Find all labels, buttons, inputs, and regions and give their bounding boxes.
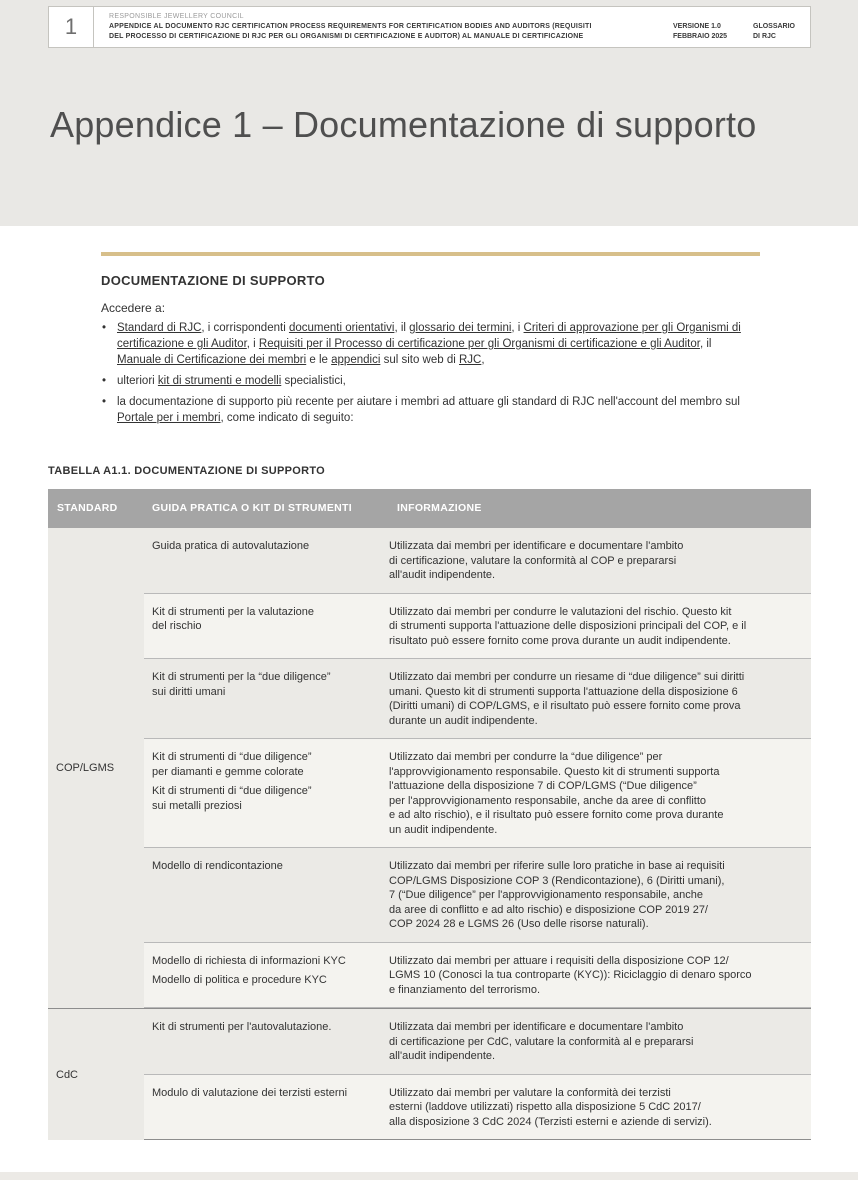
table-group: [48, 1009, 811, 1140]
table-row: [144, 739, 811, 848]
guide-cell: [144, 859, 389, 932]
header-version: [673, 22, 727, 42]
header-title-line2: DEL PROCESSO DI CERTIFICAZIONE DI RJC PER GLI ORGANISMI DI CERTIFICAZIONE E AUDITOR) AL MANUALE DI CERTIFICAZIONE: [109, 33, 584, 40]
page-number: 1: [49, 7, 94, 47]
link-glossary[interactable]: glossario dei termini: [409, 322, 512, 334]
information-cell: Utilizzata dai membri per identificare e documentare l'ambito di certificazione, valutare la conformità al COP e prepararsi all'audit indipendente.: [389, 540, 684, 581]
table-row: [144, 1009, 811, 1075]
list-item: • la documentazione di supporto più recente per aiutare i membri ad attuare gli standard di RJC nell'account del membro sul Portale per i membri, come indicato di seguito:: [101, 394, 741, 426]
information-cell: Utilizzato dai membri per condurre le valutazioni del rischio. Questo kit di strumenti supporta l'attuazione delle disposizioni principali del COP, e il risultato può essere fornito come prova durante un audit indipendente.: [389, 605, 747, 647]
link-rjc-standards[interactable]: Standard di RJC: [117, 322, 202, 334]
guide-title: Modello di rendicontazione: [152, 860, 283, 872]
guide-cell: [144, 954, 389, 998]
glossary-link-line1: GLOSSARIO: [753, 23, 796, 30]
guide-title: Kit di strumenti di “due diligence” per diamanti e gemme colorate: [152, 751, 312, 778]
header-version-number: VERSIONE 1.0: [673, 23, 721, 30]
guide-cell: [144, 605, 389, 649]
list-item: • ulteriori kit di strumenti e modelli specialistici,: [101, 373, 741, 389]
table-row: [144, 1075, 811, 1141]
list-item: • Standard di RJC, i corrispondenti documenti orientativi, il glossario dei termini, i Criteri di approvazione per gli Organismi di certificazione e gli Auditor, i Requisiti per il Processo di certificazione per gli Organismi di certificazione e gli Auditor, il Manuale di Certificazione dei membri e le appendici sul sito web di RJC,: [101, 320, 741, 368]
guide-cell: [144, 539, 389, 583]
header-standard: STANDARD: [57, 502, 118, 514]
guide-title: Modello di richiesta di informazioni KYC: [152, 954, 346, 967]
link-member-portal[interactable]: Portale per i membri: [117, 412, 221, 424]
page-title: Appendice 1 – Documentazione di supporto: [50, 104, 757, 145]
link-certification-manual[interactable]: Manuale di Certificazione dei membri: [117, 354, 307, 366]
header-org: RESPONSIBLE JEWELLERY COUNCIL: [109, 13, 244, 20]
guide-title: Modello di politica e procedure KYC: [152, 974, 327, 986]
information-cell: Utilizzata dai membri per identificare e documentare l'ambito di certificazione per CdC, valutare la conformità al e prepararsi all'audit indipendente.: [389, 1021, 694, 1062]
link-toolkits-templates[interactable]: kit di strumenti e modelli: [157, 375, 282, 387]
glossary-link-line2: DI RJC: [753, 33, 776, 40]
table-header-row: [48, 489, 811, 528]
guide-title: Kit di strumenti per la valutazione del rischio: [152, 605, 315, 632]
section-heading: DOCUMENTAZIONE DI SUPPORTO: [101, 273, 325, 288]
information-cell: Utilizzato dai membri per riferire sulle loro pratiche in base ai requisiti COP/LGMS Disposizione COP 3 (Rendicontazione), 6 (Diritti umani), 7 (“Due diligence” per l'approvvigionamento responsabile, anche da aree di conflitto e ad alto rischio) e disposizione COP 2019 27/ COP 2024 28 e LGMS 26 (Uso delle risorse naturali).: [389, 860, 725, 930]
table-row: [144, 943, 811, 1009]
information-cell: Utilizzato dai membri per attuare i requisiti della disposizione COP 12/ LGMS 10 (Conosci la tua controparte (KYC)): Riciclaggio di denaro sporco e finanziamento del terrorismo.: [389, 954, 752, 996]
table-row: [144, 528, 811, 594]
guide-cell: [144, 670, 389, 728]
page-bottom-strip: [0, 1172, 858, 1180]
information-cell: Utilizzato dai membri per condurre un riesame di “due diligence” sui diritti umani. Questo kit di strumenti supporta l'attuazione della disposizione 6 (Diritti umani) di COP/LGMS, e il risultato può essere fornito come prova durante un audit indipendente.: [389, 671, 745, 727]
link-guidance-documents[interactable]: documenti orientativi: [288, 322, 395, 334]
guide-title: Kit di strumenti per la “due diligence” sui diritti umani: [152, 671, 331, 698]
running-header: [48, 6, 811, 48]
table-caption: TABELLA A1.1. DOCUMENTAZIONE DI SUPPORTO: [48, 465, 326, 477]
header-information: INFORMAZIONE: [397, 502, 482, 514]
link-approval-criteria[interactable]: Criteri di approvazione per gli Organismi di certificazione e gli Auditor: [117, 322, 741, 350]
header-guide: GUIDA PRATICA O KIT DI STRUMENTI: [152, 502, 352, 514]
guide-title: Modulo di valutazione dei terzisti esterni: [152, 1086, 348, 1099]
glossary-link[interactable]: [753, 22, 795, 42]
link-rjc-website[interactable]: RJC: [459, 354, 482, 366]
resource-list: [101, 320, 741, 431]
information-cell: Utilizzato dai membri per valutare la conformità dei terzisti esterni (laddove utilizzati) rispetto alla disposizione 5 CdC 2017/ alla disposizione 3 CdC 2024 (Terzisti esterni e aziende di servizi).: [389, 1086, 712, 1128]
table-row: [144, 848, 811, 943]
header-document-title: [109, 12, 655, 42]
table-row: [144, 659, 811, 739]
guide-cell: [144, 1086, 389, 1130]
guide-title: Kit di strumenti di “due diligence” sui metalli preziosi: [152, 785, 312, 812]
link-appendices[interactable]: appendici: [331, 354, 381, 366]
information-cell: Utilizzato dai membri per condurre la “due diligence” per l'approvvigionamento responsabile. Questo kit di strumenti supporta l'attuazione della disposizione 7 di COP/LGMS (“Due diligence” per l'approvvigionamento responsabile, anche da aree di conflitto e ad alto rischio), e il risultato può essere fornito come prova durante un audit indipendente.: [389, 751, 724, 836]
section-divider: [101, 252, 760, 256]
table-group: [48, 528, 811, 1008]
guide-cell: [144, 1020, 389, 1064]
guide-cell: [144, 750, 389, 837]
table-body: [48, 528, 811, 1140]
support-documentation-table: [48, 489, 811, 1140]
header-version-date: FEBBRAIO 2025: [673, 33, 728, 40]
intro-text: Accedere a:: [101, 301, 166, 315]
link-certification-requirements[interactable]: Requisiti per il Processo di certificazione per gli Organismi di certificazione e gli Auditor: [258, 338, 700, 350]
header-title-line1: APPENDICE AL DOCUMENTO RJC CERTIFICATION PROCESS REQUIREMENTS FOR CERTIFICATION BODIES AND AUDITORS (REQUISITI: [109, 23, 592, 30]
guide-title: Kit di strumenti per l'autovalutazione.: [152, 1021, 332, 1033]
table-row: [144, 594, 811, 660]
guide-title: Guida pratica di autovalutazione: [152, 540, 310, 552]
standard-cell: CdC: [48, 1009, 144, 1140]
standard-cell: COP/LGMS: [48, 528, 144, 1008]
